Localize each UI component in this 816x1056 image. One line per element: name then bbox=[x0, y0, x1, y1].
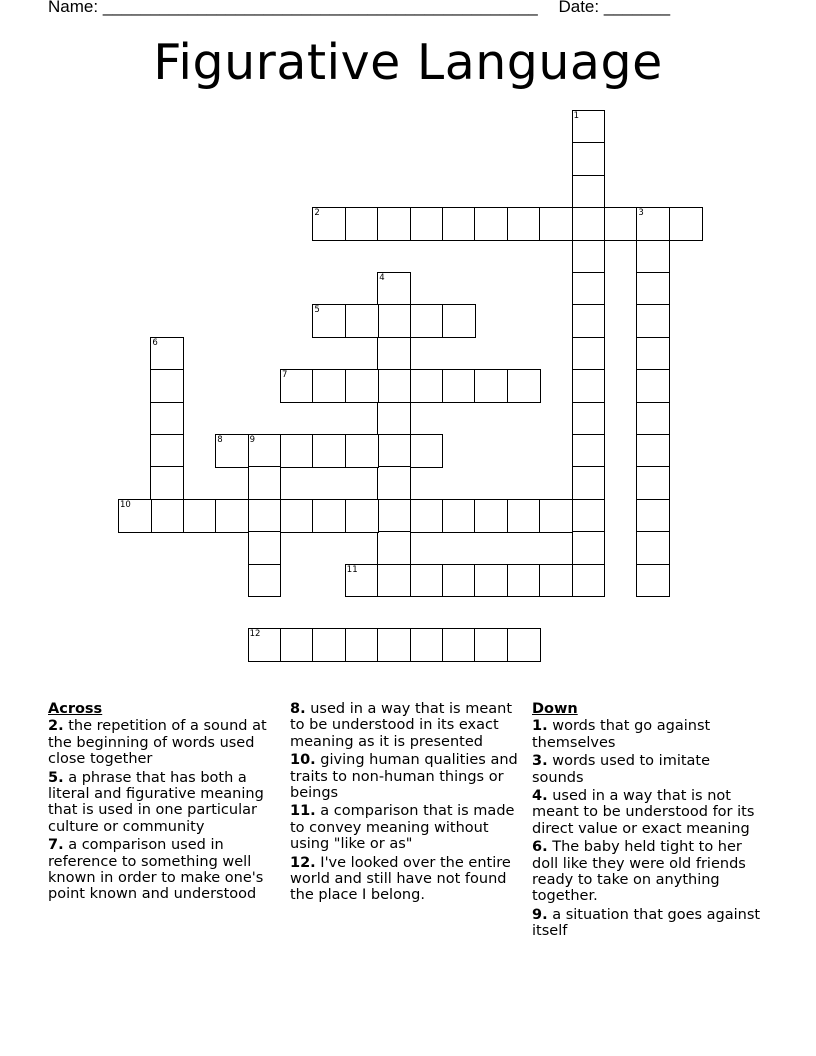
name-line: ______________________________________________ bbox=[102, 0, 538, 16]
clue-across-7: 7. a comparison used in reference to something well known in order to make one's point known and understood bbox=[48, 837, 264, 903]
crossword-cell[interactable] bbox=[410, 369, 444, 403]
crossword-cell[interactable] bbox=[572, 207, 606, 241]
crossword-cell[interactable] bbox=[572, 337, 606, 371]
crossword-cell[interactable] bbox=[636, 207, 670, 241]
crossword-cell[interactable] bbox=[636, 272, 670, 306]
crossword-cell[interactable] bbox=[118, 499, 152, 533]
crossword-cell[interactable] bbox=[539, 564, 573, 598]
crossword-cell[interactable] bbox=[410, 207, 444, 241]
crossword-cell[interactable] bbox=[474, 499, 508, 533]
crossword-cell[interactable] bbox=[345, 304, 379, 338]
crossword-cell[interactable] bbox=[410, 499, 444, 533]
clue-number-label: 4 bbox=[379, 273, 385, 283]
crossword-cell[interactable] bbox=[280, 499, 314, 533]
crossword-cell[interactable] bbox=[377, 466, 411, 500]
crossword-cell[interactable] bbox=[377, 369, 411, 403]
crossword-cell[interactable] bbox=[572, 564, 606, 598]
crossword-cell[interactable] bbox=[345, 369, 379, 403]
clue-down-9: 9. a situation that goes against itself bbox=[532, 906, 761, 940]
crossword-cell[interactable] bbox=[442, 207, 476, 241]
name-label: Name: bbox=[48, 0, 99, 16]
crossword-cell[interactable] bbox=[636, 499, 670, 533]
crossword-cell[interactable] bbox=[377, 434, 411, 468]
crossword-cell[interactable] bbox=[377, 564, 411, 598]
crossword-cell[interactable] bbox=[572, 499, 606, 533]
crossword-cell[interactable] bbox=[572, 304, 606, 338]
date-line: _______ bbox=[603, 0, 671, 16]
crossword-cell[interactable] bbox=[377, 337, 411, 371]
crossword-cell[interactable] bbox=[507, 628, 541, 662]
crossword-cell[interactable] bbox=[183, 499, 217, 533]
crossword-cell[interactable] bbox=[572, 110, 606, 144]
crossword-cell[interactable] bbox=[474, 207, 508, 241]
crossword-cell[interactable] bbox=[474, 564, 508, 598]
crossword-cell[interactable] bbox=[280, 369, 314, 403]
crossword-cell[interactable] bbox=[248, 531, 282, 565]
crossword-cell[interactable] bbox=[572, 240, 606, 274]
crossword-cell[interactable] bbox=[507, 369, 541, 403]
crossword-cell[interactable] bbox=[507, 207, 541, 241]
crossword-cell[interactable] bbox=[377, 272, 411, 306]
crossword-cell[interactable] bbox=[539, 207, 573, 241]
crossword-cell[interactable] bbox=[312, 304, 346, 338]
crossword-cell[interactable] bbox=[312, 628, 346, 662]
crossword-cell[interactable] bbox=[215, 499, 249, 533]
crossword-cell[interactable] bbox=[474, 628, 508, 662]
crossword-cell[interactable] bbox=[507, 564, 541, 598]
crossword-cell[interactable] bbox=[636, 369, 670, 403]
crossword-cell[interactable] bbox=[150, 337, 184, 371]
clue-number-label: 3 bbox=[638, 208, 644, 219]
down-heading: Down bbox=[532, 701, 578, 717]
crossword-cell[interactable] bbox=[474, 369, 508, 403]
crossword-cell[interactable] bbox=[572, 175, 606, 209]
crossword-cell[interactable] bbox=[150, 434, 184, 468]
crossword-cell[interactable] bbox=[442, 304, 476, 338]
clue-down-4: 4. used in a way that is not meant to be understood for its direct value or exact meaning bbox=[532, 788, 755, 837]
crossword-cell[interactable] bbox=[572, 531, 606, 565]
crossword-cell[interactable] bbox=[507, 499, 541, 533]
clues-column-3 bbox=[532, 701, 766, 942]
crossword-cell[interactable] bbox=[669, 207, 703, 241]
crossword-cell[interactable] bbox=[410, 628, 444, 662]
crossword-cell[interactable] bbox=[248, 434, 282, 468]
crossword-cell[interactable] bbox=[572, 142, 606, 176]
crossword-cell[interactable] bbox=[442, 628, 476, 662]
crossword-cell[interactable] bbox=[572, 434, 606, 468]
crossword-cell[interactable] bbox=[604, 207, 638, 241]
clue-number-label: 11 bbox=[346, 564, 358, 575]
clue-number-label: 12 bbox=[249, 629, 261, 640]
crossword-cell[interactable] bbox=[636, 531, 670, 565]
crossword-cell[interactable] bbox=[248, 628, 282, 662]
clue-down-1: 1. words that go against themselves bbox=[532, 718, 711, 751]
crossword-cell[interactable] bbox=[410, 304, 444, 338]
crossword-cell[interactable] bbox=[312, 369, 346, 403]
crossword-cell[interactable] bbox=[248, 466, 282, 500]
clue-down-3: 3. words used to imitate sounds bbox=[532, 753, 711, 786]
clue-across-5: 5. a phrase that has both a literal and figurative meaning that is used in one particular culture or community bbox=[48, 769, 264, 835]
crossword-cell[interactable] bbox=[377, 402, 411, 436]
clue-number-label: 6 bbox=[152, 337, 158, 348]
crossword-cell[interactable] bbox=[442, 369, 476, 403]
crossword-cell[interactable] bbox=[345, 564, 379, 598]
crossword-cell[interactable] bbox=[442, 499, 476, 533]
crossword-cell[interactable] bbox=[377, 304, 411, 338]
crossword-cell[interactable] bbox=[636, 337, 670, 371]
crossword-cell[interactable] bbox=[345, 628, 379, 662]
clue-number-label: 9 bbox=[249, 435, 256, 445]
date-label: Date: bbox=[558, 0, 600, 16]
crossword-cell[interactable] bbox=[572, 272, 606, 306]
clue-across-12: 12. I've looked over the entire world and still have not found the place I belong. bbox=[290, 854, 511, 904]
clue-across-11: 11. a comparison that is made to convey meaning without using "like or as" bbox=[290, 803, 515, 853]
clue-number-label: 8 bbox=[217, 435, 223, 445]
crossword-cell[interactable] bbox=[248, 564, 282, 598]
crossword-cell[interactable] bbox=[312, 207, 346, 241]
crossword-cell[interactable] bbox=[215, 434, 249, 468]
page-title: Figurative Language bbox=[153, 34, 663, 91]
crossword-cell[interactable] bbox=[312, 499, 346, 533]
clue-number-label: 10 bbox=[120, 499, 131, 510]
crossword-cell[interactable] bbox=[572, 402, 606, 436]
clue-number-label: 7 bbox=[282, 370, 288, 381]
crossword-cell[interactable] bbox=[572, 466, 606, 500]
crossword-cell[interactable] bbox=[345, 434, 379, 468]
clue-across-10: 10. giving human qualities and traits to non-human things or beings bbox=[290, 752, 518, 802]
crossword-cell[interactable] bbox=[636, 240, 670, 274]
crossword-cell[interactable] bbox=[150, 499, 184, 533]
crossword-cell[interactable] bbox=[410, 564, 444, 598]
clues-column-1 bbox=[48, 701, 282, 905]
crossword-cell[interactable] bbox=[636, 402, 670, 436]
crossword-cell[interactable] bbox=[539, 499, 573, 533]
crossword-cell[interactable] bbox=[636, 564, 670, 598]
clue-across-2: 2. the repetition of a sound at the beginning of words used close together bbox=[48, 718, 267, 768]
crossword-cell[interactable] bbox=[150, 402, 184, 436]
crossword-cell[interactable] bbox=[636, 304, 670, 338]
clue-across-8: 8. used in a way that is meant to be understood in its exact meaning as it is presented bbox=[290, 701, 513, 750]
crossword-cell[interactable] bbox=[410, 434, 444, 468]
clue-down-6: 6. The baby held tight to her doll like they were old friends ready to take on anything together. bbox=[532, 839, 746, 905]
crossword-cell[interactable] bbox=[280, 434, 314, 468]
crossword-cell[interactable] bbox=[248, 499, 282, 533]
crossword-cell[interactable] bbox=[312, 434, 346, 468]
crossword-cell[interactable] bbox=[442, 564, 476, 598]
crossword-cell[interactable] bbox=[636, 466, 670, 500]
clues-column-2 bbox=[290, 701, 524, 906]
crossword-cell[interactable] bbox=[377, 628, 411, 662]
crossword-cell[interactable] bbox=[345, 499, 379, 533]
crossword-cell[interactable] bbox=[345, 207, 379, 241]
crossword-cell[interactable] bbox=[150, 466, 184, 500]
clue-number-label: 1 bbox=[573, 111, 580, 121]
clue-number-label: 5 bbox=[314, 305, 320, 316]
crossword-cell[interactable] bbox=[636, 434, 670, 468]
crossword-cell[interactable] bbox=[150, 369, 184, 403]
crossword-cell[interactable] bbox=[377, 499, 411, 533]
crossword-cell[interactable] bbox=[280, 628, 314, 662]
crossword-cell[interactable] bbox=[377, 531, 411, 565]
crossword-cell[interactable] bbox=[377, 207, 411, 241]
across-heading: Across bbox=[48, 701, 103, 717]
crossword-cell[interactable] bbox=[572, 369, 606, 403]
clue-number-label: 2 bbox=[314, 208, 320, 219]
